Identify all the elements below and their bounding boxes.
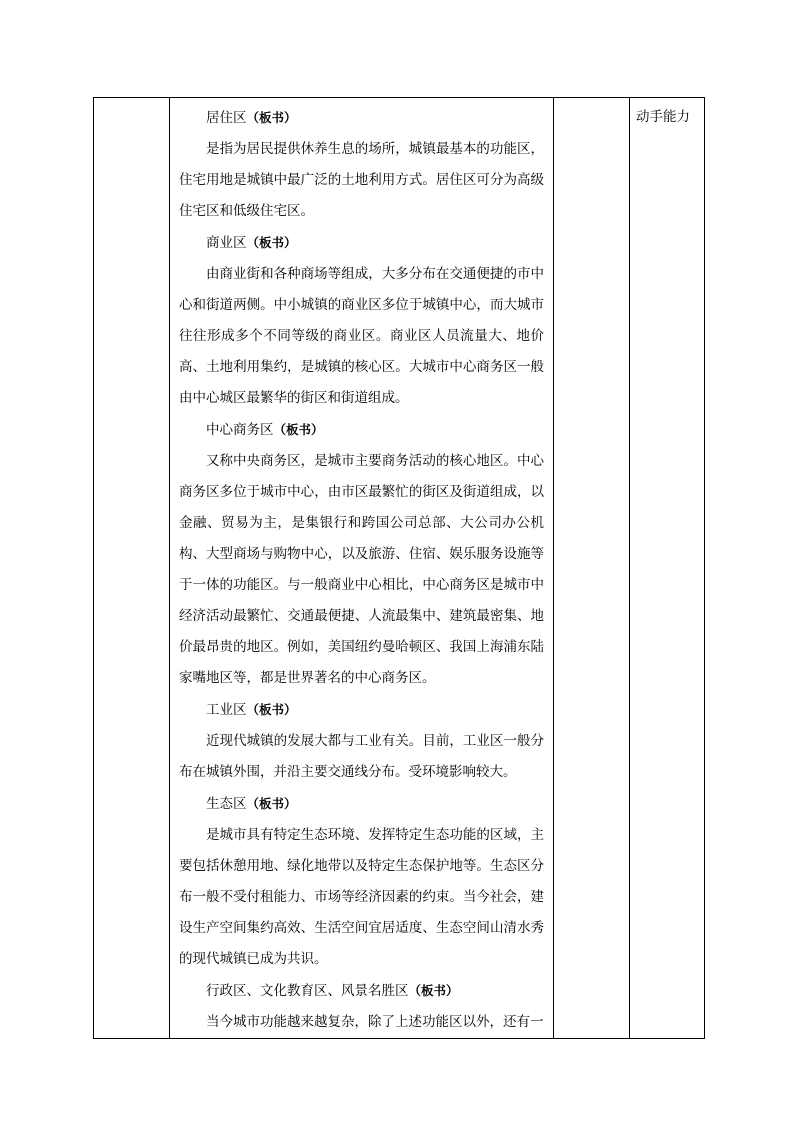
section-title: 居住区 bbox=[206, 110, 247, 126]
section-paragraph: 又称中央商务区，是城市主要商务活动的核心地区。中心商务区多位于城市中心，由市区最繁忙的街区及街道组成，以金融、贸易为主，是集银行和跨国公司总部、大公司办公机构、大型商场与购物中心，以及旅游、住宿、娱乐服务设施等于一体的功能区。与一般商业中心相比，中心商务区是城市中经济活动最繁忙、交通最便捷、人流最集中、建筑最密集、地价最昂贵的地区。例如，美国纽约曼哈顿区、我国上海浦东陆家嘴地区等，都是世界著名的中心商务区。 bbox=[179, 453, 544, 686]
section-title: 生态区 bbox=[206, 796, 247, 812]
col-4-cell bbox=[630, 98, 705, 1039]
section-paragraph: 是城市具有特定生态环境、发挥特定生态功能的区域，主要包括休憩用地、绿化地带以及特定生态保护地等。生态区分布一般不受付租能力、市场等经济因素的约束。当今社会，建设生产空间集约高效、生活空间宜居适度、生态空间山清水秀的现代城镇已成为共识。 bbox=[179, 827, 544, 967]
board-tag: （板书） bbox=[246, 235, 297, 250]
section-title: 工业区 bbox=[206, 702, 247, 718]
board-tag: （板书） bbox=[408, 983, 459, 998]
section-title: 中心商务区 bbox=[206, 422, 274, 438]
section-title: 商业区 bbox=[206, 235, 247, 251]
section-paragraph: 由商业街和各种商场等组成，大多分布在交通便捷的市中心和街道两侧。中小城镇的商业区多位于城镇中心，而大城市往往形成多个不同等级的商业区。商业区人员流量大、地价高、土地利用集约，是城镇的核心区。大城市中心商务区一般由中心城区最繁华的街区和街道组成。 bbox=[179, 266, 544, 406]
board-tag: （板书） bbox=[246, 110, 297, 125]
section-heading bbox=[179, 227, 544, 259]
board-tag: （板书） bbox=[273, 422, 324, 437]
lesson-table bbox=[93, 97, 705, 1039]
section-title: 行政区、文化教育区、风景名胜区 bbox=[206, 983, 409, 999]
col-1-cell bbox=[94, 98, 170, 1039]
content-cell bbox=[170, 98, 554, 1039]
section-heading bbox=[179, 788, 544, 820]
table-row bbox=[94, 98, 705, 1039]
board-tag: （板书） bbox=[246, 796, 297, 811]
section-paragraph: 近现代城镇的发展大都与工业有关。目前，工业区一般分布在城镇外围，并沿主要交通线分布。受环境影响较大。 bbox=[179, 733, 544, 780]
section-heading bbox=[179, 694, 544, 726]
content-text bbox=[170, 98, 553, 1038]
section-paragraph: 是指为居民提供休养生息的场所，城镇最基本的功能区，住宅用地是城镇中最广泛的土地利用方式。居住区可分为高级住宅区和低级住宅区。 bbox=[179, 141, 544, 219]
section-heading bbox=[179, 975, 544, 1007]
section-heading bbox=[179, 414, 544, 446]
section-paragraph: 当今城市功能越来越复杂，除了上述功能区以外，还有一 bbox=[206, 1014, 544, 1030]
ability-label: 动手能力 bbox=[636, 109, 690, 125]
col-3-cell bbox=[554, 98, 630, 1039]
board-tag: （板书） bbox=[246, 702, 297, 717]
section-heading bbox=[179, 102, 544, 134]
